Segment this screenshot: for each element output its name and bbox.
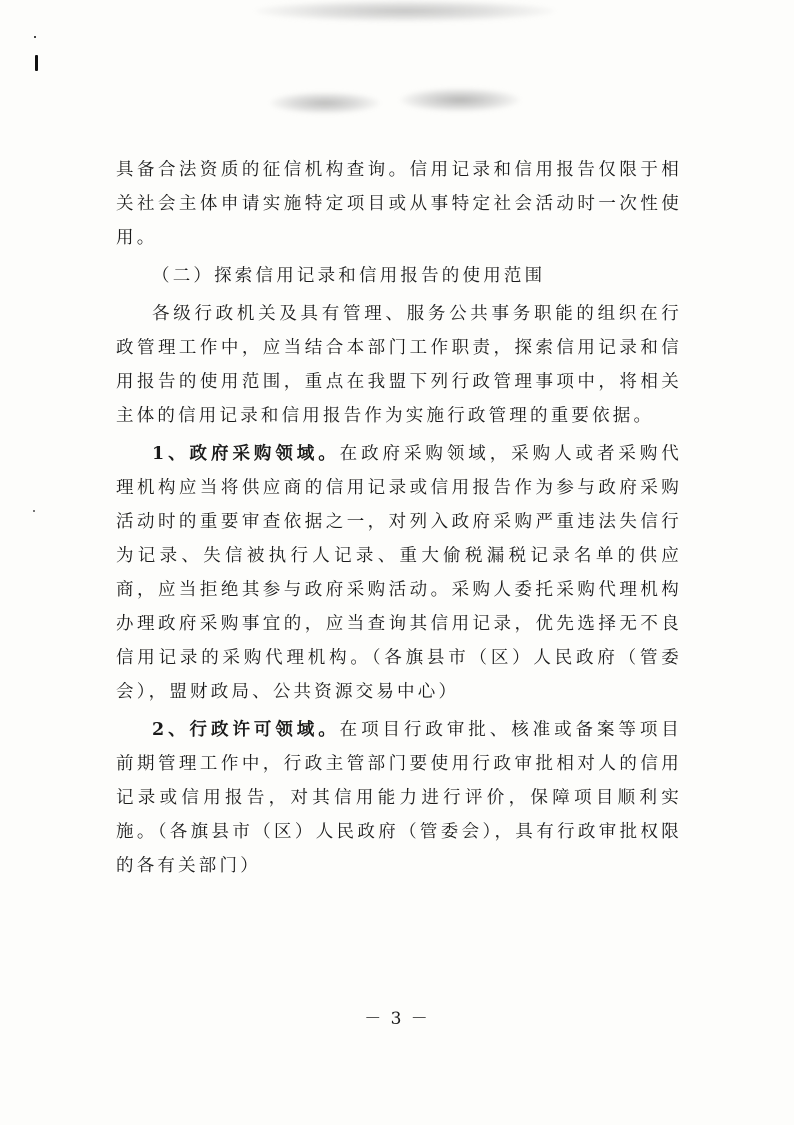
scan-smudge-top: [255, 0, 555, 22]
scan-dot: [34, 36, 36, 38]
paragraph-intro: 各级行政机关及具有管理、服务公共事务职能的组织在行政管理工作中，应当结合本部门工作职责，探索信用记录和信用报告的使用范围，重点在我盟下列行政管理事项中，将相关主体的信用记录和信用报告作为实施行政管理的重要依据。: [116, 304, 682, 426]
paragraph-procurement: [116, 437, 682, 709]
licensing-lead: 2、行政许可领域。: [152, 720, 340, 740]
document-body: [116, 153, 682, 887]
section-heading: （二）探索信用记录和信用报告的使用范围: [152, 266, 546, 286]
binding-mark: [35, 55, 38, 71]
page-number: － 3 －: [364, 1009, 430, 1029]
procurement-lead: 1、政府采购领域。: [152, 444, 340, 464]
procurement-text: 在政府采购领域，采购人或者采购代理机构应当将供应商的信用记录或信用报告作为参与政府采购活动时的重要审查依据之一，对列入政府采购严重违法失信行为记录、失信被执行人记录、重大偷税漏税记录名单的供应商，应当拒绝其参与政府采购活动。采购人委托采购代理机构办理政府采购事宜的，应当查询其信用记录，优先选择无不良信用记录的采购代理机构。（各旗县市（区）人民政府（管委会），盟财政局、公共资源交易中心）: [116, 444, 682, 702]
scan-smudge-right: [400, 88, 520, 112]
scan-smudge-left: [270, 92, 380, 114]
licensing-text: 在项目行政审批、核准或备案等项目前期管理工作中，行政主管部门要使用行政审批相对人的信用记录或信用报告，对其信用能力进行评价，保障项目顺利实施。（各旗县市（区）人民政府（管委会），具有行政审批权限的各有关部门）: [116, 720, 682, 876]
scan-speck: [33, 510, 35, 512]
paragraph-continuation: 具备合法资质的征信机构查询。信用记录和信用报告仅限于相关社会主体申请实施特定项目或从事特定社会活动时一次性使用。: [116, 160, 682, 248]
paragraph-licensing: [116, 713, 682, 883]
